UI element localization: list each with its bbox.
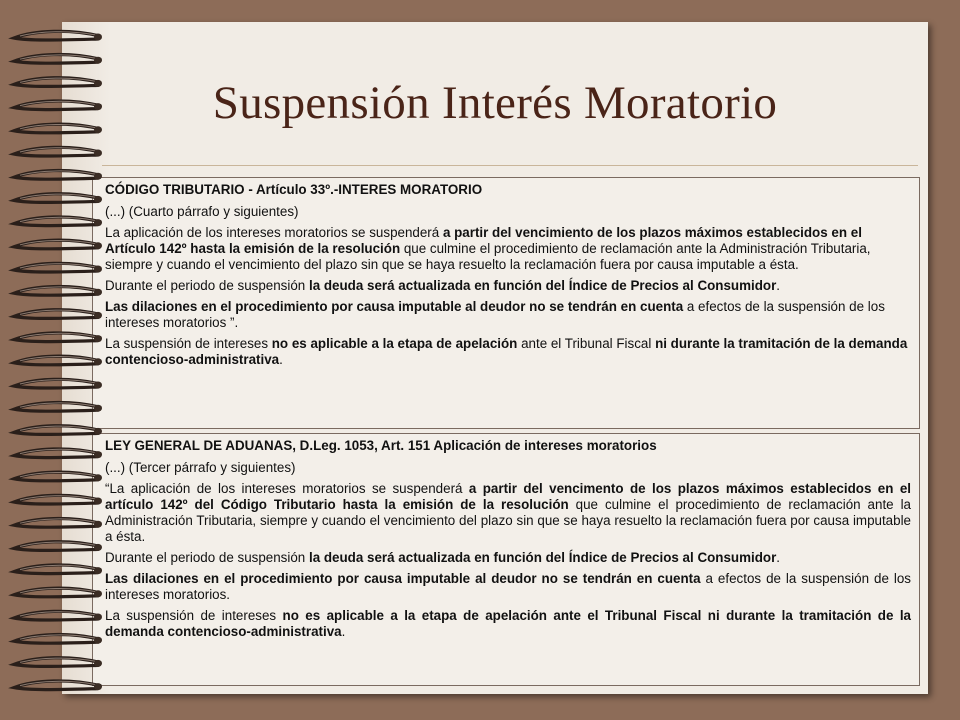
bold-text-run: Las dilaciones en el procedimiento por causa imputable al deudor no se tendrán en cuenta [105,571,701,586]
spiral-ring [14,78,102,87]
spiral-ring [14,495,102,504]
spiral-binding-icon [0,0,110,720]
spiral-ring [14,217,102,226]
spiral-ring [14,449,102,458]
slide-title: Suspensión Interés Moratorio [212,77,778,129]
title-divider [102,165,918,166]
section1-paragraph-3 [105,299,911,331]
bold-text-run: ni durante la tramitación de la demanda contencioso-administrativa [105,336,908,367]
text-run: que culmine el procedimiento de reclamación ante la Administración Tributaria, siempre y cuando el vencimiento del plazo sin que se haya resuelto la reclamación fuera por causa imputable a ésta. [105,241,871,272]
section2-paragraph-4 [105,608,911,640]
text-run: . [776,550,781,565]
ley-aduanas-box [92,433,920,686]
bold-text-run: no es aplicable a la etapa de apelación ante el Tribunal Fiscal ni durante la tramitación de la demanda contencioso-administrativa [105,608,912,639]
bold-text-run: no es aplicable a la etapa de apelación [271,336,518,351]
text-run: “La aplicación de los intereses moratorios se suspenderá [105,481,469,496]
section1-subheading: (...) (Cuarto párrafo y siguientes) [105,204,299,219]
bold-text-run: la deuda será actualizada en función del Índice de Precios al Consumidor [308,550,777,565]
spiral-ring [14,147,102,156]
text-run: ante el Tribunal Fiscal [517,336,656,351]
spiral-ring [14,519,102,528]
text-run: La suspensión de intereses [105,336,272,351]
spiral-ring [14,588,102,597]
text-run: a efectos de la suspensión de los intereses moratorios ”. [105,299,885,330]
spiral-ring [14,101,102,110]
section2-paragraph-3 [105,571,911,603]
notebook-page [62,22,928,694]
text-run: . [279,352,283,367]
section1-paragraph-4 [105,336,911,368]
text-run: que culmine el procedimiento de reclamación ante la Administración Tributaria, siempre y cuando el vencimiento del plazo sin que se haya resuelto la reclamación fuera por causa imputable a ésta. [105,497,911,544]
section2-heading: LEY GENERAL DE ADUANAS, D.Leg. 1053, Art. 151 Aplicación de intereses moratorios [105,438,657,453]
spiral-ring [14,681,102,690]
spiral-ring [14,333,102,342]
bold-text-run: a partir del vencimento de los plazos máximos establecidos en el artículo 142º del Código Tributario hasta la emisión de la resolución [105,481,912,512]
section1-heading: CÓDIGO TRIBUTARIO - Artículo 33º.-INTERES MORATORIO [105,182,483,197]
spiral-ring [14,240,102,249]
spiral-ring [14,565,102,574]
text-run: . [341,624,346,639]
bold-text-run: a partir del vencimiento de los plazos máximos establecidos en el Artículo 142º hasta la emisión de la resolución [105,225,862,256]
spiral-ring [14,124,102,133]
spiral-ring [14,171,102,180]
spiral-ring [14,658,102,667]
bold-text-run: la deuda será actualizada en función del Índice de Precios al Consumidor [308,278,777,293]
bold-text-run: Las dilaciones en el procedimiento por causa imputable al deudor no se tendrán en cuenta [105,299,684,314]
spiral-ring [14,472,102,481]
spiral-ring [14,55,102,64]
text-run: La aplicación de los intereses moratorios se suspenderá [105,225,443,240]
spiral-ring [14,310,102,319]
section1-paragraph-2 [105,278,911,294]
spiral-ring [14,31,102,40]
spiral-ring [14,287,102,296]
spiral-ring [14,263,102,272]
text-run: Durante el periodo de suspensión [105,550,309,565]
codigo-tributario-box [92,177,920,429]
section2-paragraph-2 [105,550,911,566]
section2-subheading: (...) (Tercer párrafo y siguientes) [105,460,296,475]
text-run: La suspensión de intereses [105,608,283,623]
spiral-ring [14,542,102,551]
spiral-ring [14,403,102,412]
text-run: Durante el periodo de suspensión [105,278,309,293]
spiral-ring [14,379,102,388]
section2-paragraph-1 [105,481,911,545]
spiral-ring [14,356,102,365]
spiral-ring [14,194,102,203]
spiral-ring [14,426,102,435]
spiral-ring [14,611,102,620]
text-run: . [776,278,781,293]
text-run: a efectos de la suspensión de los intereses moratorios. [105,571,911,602]
spiral-ring [14,635,102,644]
section1-paragraph-1 [105,225,911,273]
